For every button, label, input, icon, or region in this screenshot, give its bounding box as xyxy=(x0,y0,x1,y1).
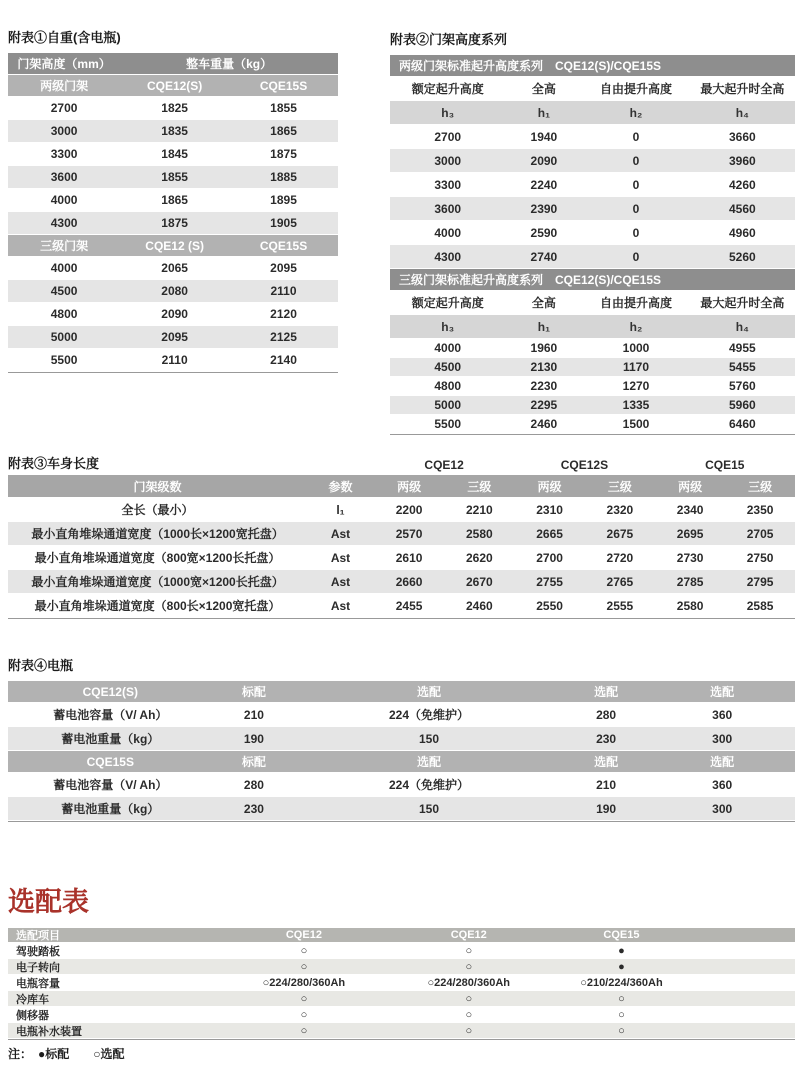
table-row xyxy=(8,959,795,975)
cell: 3600 xyxy=(434,201,462,216)
cell: CQE15S xyxy=(259,238,308,253)
cell: h₂ xyxy=(629,105,643,120)
cell: Ast xyxy=(330,550,351,565)
cell: 选配 xyxy=(594,685,619,699)
table-row xyxy=(8,166,338,189)
cell: 4260 xyxy=(728,177,756,192)
cell: 选配 xyxy=(710,755,735,769)
cell: 190 xyxy=(243,731,264,746)
cell: h₃ xyxy=(441,319,455,334)
t4-cqe12s-header-row xyxy=(8,681,795,703)
cell: 3000 xyxy=(434,153,462,168)
cell: 2550 xyxy=(536,598,563,613)
cell: 360 xyxy=(712,707,733,722)
cell: 电子转向 xyxy=(16,961,60,974)
table-options xyxy=(8,928,795,1040)
table-row xyxy=(390,339,795,358)
cell: 5500 xyxy=(50,353,78,367)
cell: Ast xyxy=(330,574,351,589)
cell: 1825 xyxy=(161,101,188,115)
cell: 3660 xyxy=(728,129,756,144)
table-row xyxy=(390,377,795,396)
cell: 两级 xyxy=(537,479,562,494)
cell: 1270 xyxy=(622,379,650,393)
cell: 2455 xyxy=(395,598,423,613)
cell: 2670 xyxy=(465,574,493,589)
table-row xyxy=(390,149,795,173)
cell: 2705 xyxy=(746,526,774,541)
table-row xyxy=(8,1007,795,1023)
cell: 1845 xyxy=(161,147,188,161)
table-row xyxy=(8,773,795,797)
table-body-length xyxy=(8,475,795,619)
table-row xyxy=(390,415,795,434)
cell: 2460 xyxy=(530,417,558,431)
cell: 2730 xyxy=(676,550,704,565)
t2-two-stage-rows xyxy=(390,125,795,269)
cell: ○ xyxy=(465,1008,473,1021)
table-row xyxy=(8,546,795,570)
cell: 2695 xyxy=(676,526,704,541)
cell: 1875 xyxy=(270,147,297,161)
cell: ○224/280/360Ah xyxy=(427,976,510,989)
cell: 300 xyxy=(712,731,733,746)
cell: 2750 xyxy=(746,550,774,565)
cell: 选配项目 xyxy=(16,930,60,942)
cell: 冷库车 xyxy=(16,993,49,1006)
cell: 0 xyxy=(632,201,640,216)
cell: 门架高度（mm） xyxy=(17,57,111,71)
cell: 2090 xyxy=(161,307,188,321)
table-row xyxy=(8,120,338,143)
t1-two-stage-header-row xyxy=(8,75,338,97)
table-row xyxy=(8,303,338,326)
cell: 2555 xyxy=(606,598,634,613)
t4-cqe12s-rows xyxy=(8,703,795,751)
cell: CQE12 xyxy=(424,458,464,472)
cell: 3960 xyxy=(728,153,756,168)
cell: 2230 xyxy=(530,379,558,393)
table-row xyxy=(8,498,795,522)
table-battery xyxy=(8,681,795,822)
table-row xyxy=(390,197,795,221)
cell: 0 xyxy=(632,249,640,264)
cell: 150 xyxy=(419,731,440,746)
self-weight-section xyxy=(8,27,338,373)
cell: 1335 xyxy=(622,398,650,412)
cell: 1855 xyxy=(161,170,188,184)
cell: 选配 xyxy=(417,685,442,699)
cell: ○ xyxy=(465,1024,473,1037)
table-row xyxy=(8,975,795,991)
cell: 2460 xyxy=(465,598,493,613)
cell: 蓄电池重量（kg） xyxy=(61,732,160,746)
t2-symbol-row-2 xyxy=(390,315,795,339)
cell: 全长（最小） xyxy=(121,503,194,517)
cell: 360 xyxy=(712,777,733,792)
t5-rows xyxy=(8,943,795,1039)
t3-model-group-row xyxy=(8,452,795,472)
cell: 自由提升高度 xyxy=(600,296,673,310)
cell: 0 xyxy=(632,177,640,192)
cell: 2390 xyxy=(530,201,558,216)
cell: CQE12(S) xyxy=(82,684,138,699)
cell: CQE15S xyxy=(86,754,134,769)
cell: 2590 xyxy=(530,225,558,240)
cell: ○224/280/360Ah xyxy=(262,976,346,989)
cell: ○ xyxy=(300,960,308,973)
cell: CQE15 xyxy=(603,929,640,941)
cell: 2665 xyxy=(536,526,563,541)
cell: 4000 xyxy=(50,193,78,207)
cell: 2095 xyxy=(270,261,297,275)
table-row xyxy=(8,189,338,212)
table-mast-height-series xyxy=(390,55,795,435)
cell: 最小直角堆垛通道宽度（1000长×1200宽托盘） xyxy=(31,527,284,541)
cell: 4955 xyxy=(728,341,756,355)
cell: 2140 xyxy=(270,353,297,367)
cell: h₁ xyxy=(537,105,551,120)
cell: 2065 xyxy=(161,261,188,275)
table-row xyxy=(8,97,338,120)
cell: ● xyxy=(618,960,625,973)
table-row xyxy=(8,991,795,1007)
cell: 2620 xyxy=(465,550,493,565)
cell: 1500 xyxy=(622,417,650,431)
options-title: 选配表 xyxy=(8,887,89,917)
cell: 2295 xyxy=(530,398,558,412)
cell: CQE12 xyxy=(285,929,322,941)
cell: 两级 xyxy=(678,479,703,494)
cell: 2700 xyxy=(50,101,78,115)
cell: 2570 xyxy=(395,526,423,541)
t1-three-stage-header-row xyxy=(8,235,338,257)
cell: h₄ xyxy=(735,105,749,120)
cell: 2090 xyxy=(530,153,558,168)
cell: 全高 xyxy=(531,296,556,310)
cell: 三级 xyxy=(607,479,632,494)
t2-three-stage-rows xyxy=(390,339,795,434)
cell: 5760 xyxy=(728,379,756,393)
cell: ○ xyxy=(300,1008,308,1021)
cell: 1170 xyxy=(622,360,650,374)
t3-header-row xyxy=(8,475,795,498)
cell: 2795 xyxy=(746,574,774,589)
cell: ○ xyxy=(300,944,308,957)
cell: 2580 xyxy=(676,598,704,613)
cell: ○ xyxy=(618,992,625,1005)
cell: 蓄电池容量（V/ Ah） xyxy=(53,778,168,792)
options-section xyxy=(8,880,795,1062)
cell: 0 xyxy=(632,225,640,240)
cell: 三级门架 xyxy=(40,239,89,253)
cell: CQE15S xyxy=(259,78,308,93)
table-row xyxy=(390,396,795,415)
cell: h₁ xyxy=(537,319,551,334)
cell: 2585 xyxy=(746,598,774,613)
cell: 标配 xyxy=(241,755,266,769)
cell: 标配 xyxy=(241,685,266,699)
cell: 电瓶容量 xyxy=(16,977,60,990)
cell: 2095 xyxy=(161,330,188,344)
cell: ○ xyxy=(618,1008,625,1021)
cell: 280 xyxy=(596,707,617,722)
cell: 210 xyxy=(596,777,617,792)
body-length-section xyxy=(8,452,795,619)
cell: CQE15 xyxy=(705,458,745,472)
cell: 侧移器 xyxy=(16,1009,49,1022)
cell: 2580 xyxy=(465,526,493,541)
cell: Ast xyxy=(330,598,351,613)
cell: 5000 xyxy=(434,398,462,412)
cell: 门架级数 xyxy=(133,479,182,494)
cell: 2120 xyxy=(270,307,297,321)
t1-three-stage-rows xyxy=(8,257,338,372)
table-row xyxy=(390,173,795,197)
cell: 5260 xyxy=(728,249,756,264)
cell: 选配 xyxy=(710,685,735,699)
cell: 2130 xyxy=(530,360,558,374)
cell: 4300 xyxy=(50,216,78,230)
cell: 最大起升时全高 xyxy=(700,82,785,96)
cell: 3600 xyxy=(50,170,78,184)
cell: 最大起升时全高 xyxy=(700,296,785,310)
cell: 3000 xyxy=(50,124,78,138)
t2-two-stage-section-title: 两级门架标准起升高度系列 CQE12(S)/CQE15S xyxy=(390,55,795,77)
cell: 三级 xyxy=(467,479,492,494)
t1-two-stage-rows xyxy=(8,97,338,235)
cell: 2610 xyxy=(395,550,423,565)
cell: 5000 xyxy=(50,330,78,344)
table-row xyxy=(8,570,795,594)
cell: 2340 xyxy=(676,502,704,517)
cell: 224（免维护） xyxy=(389,708,470,722)
cell: 1000 xyxy=(622,341,650,355)
cell: 参数 xyxy=(328,479,353,494)
cell: 1905 xyxy=(270,216,297,230)
cell: 2700 xyxy=(536,550,563,565)
cell: CQE12(S) xyxy=(146,78,203,93)
options-legend-note: 注： ●标配 ○选配 xyxy=(8,1047,125,1061)
cell: 选配 xyxy=(594,755,619,769)
cell: 2110 xyxy=(270,284,297,298)
cell: 额定起升高度 xyxy=(411,82,484,96)
cell: 2350 xyxy=(746,502,774,517)
cell: 0 xyxy=(632,129,640,144)
cell: 2125 xyxy=(270,330,297,344)
cell: 选配 xyxy=(417,755,442,769)
cell: 2320 xyxy=(606,502,634,517)
cell: 2740 xyxy=(530,249,558,264)
cell: 蓄电池容量（V/ Ah） xyxy=(53,708,168,722)
t4-cqe15s-rows xyxy=(8,773,795,821)
cell: 电瓶补水装置 xyxy=(16,1025,82,1038)
cell: ○ xyxy=(465,944,473,957)
cell: 5960 xyxy=(728,398,756,412)
table-row xyxy=(8,349,338,372)
cell: 2200 xyxy=(395,502,423,517)
cell: 230 xyxy=(596,731,617,746)
cell: 1885 xyxy=(270,170,297,184)
cell: 1855 xyxy=(270,101,297,115)
cell: ○ xyxy=(300,992,308,1005)
cell: ○ xyxy=(465,992,473,1005)
table-row xyxy=(8,943,795,959)
cell: 2785 xyxy=(676,574,704,589)
cell: 额定起升高度 xyxy=(411,296,484,310)
table-self-weight xyxy=(8,53,338,373)
cell: CQE12 xyxy=(450,929,487,941)
cell: 4000 xyxy=(434,341,462,355)
cell: ○ xyxy=(618,1024,625,1037)
battery-section xyxy=(8,655,795,822)
cell: 190 xyxy=(596,801,617,816)
cell: 280 xyxy=(243,777,264,792)
cell: 2080 xyxy=(161,284,188,298)
cell: 1875 xyxy=(161,216,188,230)
table-row xyxy=(8,257,338,280)
t2-symbol-row xyxy=(390,101,795,125)
table-row xyxy=(8,727,795,751)
table-row xyxy=(8,594,795,618)
table4-title: 附表④电瓶 xyxy=(8,658,74,673)
cell: 最小直角堆垛通道宽度（800长×1200宽托盘） xyxy=(34,599,281,613)
cell: h₃ xyxy=(441,105,455,120)
cell: 4560 xyxy=(728,201,756,216)
mast-height-section xyxy=(390,29,795,435)
cell: 3300 xyxy=(50,147,78,161)
cell: 两级 xyxy=(397,479,422,494)
cell: 210 xyxy=(243,707,264,722)
table-row xyxy=(390,245,795,269)
t2-column-header-row xyxy=(390,77,795,101)
t3-rows xyxy=(8,498,795,618)
cell: CQE12 (S) xyxy=(145,238,204,253)
cell: h₂ xyxy=(629,319,643,334)
cell: 4000 xyxy=(434,225,462,240)
table-row xyxy=(8,1023,795,1039)
cell: 整车重量（kg） xyxy=(186,57,273,71)
cell: 1835 xyxy=(161,124,188,138)
table-row xyxy=(390,125,795,149)
table3-title: 附表③车身长度 xyxy=(8,456,100,471)
cell: 4300 xyxy=(434,249,462,264)
table-row xyxy=(8,797,795,821)
table-row xyxy=(8,212,338,235)
cell: 2755 xyxy=(536,574,563,589)
cell: 6460 xyxy=(728,417,756,431)
t1-top-header-row xyxy=(8,53,338,75)
cell: 2720 xyxy=(606,550,634,565)
table-row xyxy=(390,221,795,245)
cell: 两级门架 xyxy=(40,79,89,93)
t2-column-header-row-2 xyxy=(390,291,795,315)
cell: l₁ xyxy=(336,502,345,517)
cell: 300 xyxy=(712,801,733,816)
cell: 1895 xyxy=(270,193,297,207)
t2-three-stage-section-title: 三级门架标准起升高度系列 CQE12(S)/CQE15S xyxy=(390,269,795,291)
cell: 全高 xyxy=(531,82,556,96)
cell: 4000 xyxy=(50,261,78,275)
cell: 2310 xyxy=(536,502,563,517)
cell: CQE12S xyxy=(560,458,609,472)
table-row xyxy=(8,326,338,349)
cell: 1865 xyxy=(270,124,297,138)
t5-header-row xyxy=(8,928,795,943)
cell: 0 xyxy=(632,153,640,168)
cell: 2660 xyxy=(395,574,423,589)
cell: 2110 xyxy=(161,353,188,367)
cell: ● xyxy=(618,944,625,957)
cell: 1960 xyxy=(530,341,558,355)
cell: 1865 xyxy=(161,193,188,207)
cell: ○210/224/360Ah xyxy=(580,976,663,989)
table-row xyxy=(8,703,795,727)
table2-title: 附表②门架高度系列 xyxy=(390,32,508,47)
cell: 最小直角堆垛通道宽度（800宽×1200长托盘） xyxy=(34,551,281,565)
cell: 2765 xyxy=(606,574,634,589)
cell: ○ xyxy=(465,960,473,973)
cell: 1940 xyxy=(530,129,558,144)
cell: 2210 xyxy=(465,502,493,517)
cell: 最小直角堆垛通道宽度（1000宽×1200长托盘） xyxy=(31,575,284,589)
cell: h₄ xyxy=(735,319,749,334)
cell: 4800 xyxy=(434,379,462,393)
cell: 4960 xyxy=(728,225,756,240)
table-row xyxy=(8,280,338,303)
cell: 230 xyxy=(243,801,264,816)
cell: 3300 xyxy=(434,177,462,192)
cell: 三级 xyxy=(748,479,773,494)
table-row xyxy=(8,522,795,546)
cell: Ast xyxy=(330,526,351,541)
cell: 2675 xyxy=(606,526,634,541)
cell: 蓄电池重量（kg） xyxy=(61,802,160,816)
table-row xyxy=(8,143,338,166)
cell: 224（免维护） xyxy=(389,778,470,792)
table1-title: 附表①自重(含电瓶) xyxy=(8,30,121,45)
cell: 2240 xyxy=(530,177,558,192)
cell: 4500 xyxy=(50,284,78,298)
cell: 5455 xyxy=(728,360,756,374)
cell: 4500 xyxy=(434,360,462,374)
cell: 2700 xyxy=(434,129,462,144)
t4-cqe15s-header-row xyxy=(8,751,795,773)
cell: 150 xyxy=(419,801,440,816)
cell: 自由提升高度 xyxy=(600,82,673,96)
cell: ○ xyxy=(300,1024,308,1037)
cell: 4800 xyxy=(50,307,78,321)
cell: 5500 xyxy=(434,417,462,431)
cell: 驾驶踏板 xyxy=(16,945,60,958)
table-row xyxy=(390,358,795,377)
